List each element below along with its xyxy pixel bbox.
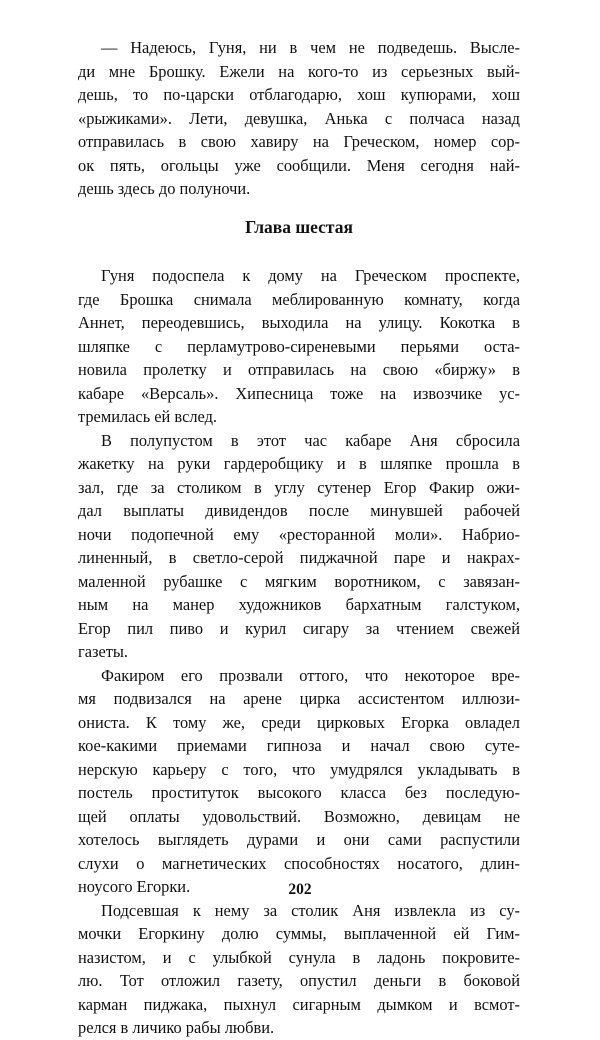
text-line: тремилась ей вслед. <box>78 407 218 426</box>
text-line: мочки Егоркину долю суммы, выплаченной ей Гим- <box>78 924 520 943</box>
text-line: мя подвизался на арене цирка ассистентом иллюзи- <box>78 689 520 708</box>
text-line: ноусого Егорки. <box>78 877 191 896</box>
text-line: постель проституток высокого класса без последую- <box>78 783 520 802</box>
text-line: шляпке с перламутрово-сиреневыми перьями оста- <box>78 336 520 356</box>
chapter-title: Глава шестая <box>245 217 353 237</box>
text-line: лю. Тот отложил газету, опустил деньги в боковой <box>78 971 520 990</box>
text-line: ди мне Брошку. Ежели на кого-то из серьезных вый- <box>78 61 520 81</box>
text-line: кабаре «Версаль». Хипесница тоже на извозчике ус- <box>78 383 520 403</box>
text-line: назистом, и с улыбкой сунула в ладонь покровите- <box>78 947 520 967</box>
text-line: жакетку на руки гардеробщику и в шляпке прошла в <box>78 454 520 473</box>
text-line: дал выплаты дивидендов после минувшей рабочей <box>78 501 520 520</box>
text-line: В полупустом в этот час кабаре Аня сбросила <box>101 430 520 450</box>
text-line: слухи о магнетических способностях носатого, длин- <box>78 853 520 873</box>
text-line: ночи подопечной ему «ресторанной моли». Набрио- <box>78 524 520 544</box>
text-line: щей оплаты удовольствий. Возможно, девицам не <box>78 806 520 826</box>
text-line: релся в личико рабы любви. <box>78 1018 275 1037</box>
chapter-body <box>78 264 520 1040</box>
text-line: ным на манер художников бархатным галстуком, <box>78 595 520 614</box>
text-line: Подсевшая к нему за столик Аня извлекла из су- <box>101 900 520 920</box>
text-line: Егор пил пиво и курил сигару за чтением свежей <box>78 618 520 638</box>
text-line: Гуня подоспела к дому на Греческом проспекте, <box>101 266 520 285</box>
text-line: газеты. <box>78 642 129 661</box>
text-line: «рыжиками». Лети, девушка, Анька с полчаса назад <box>78 108 520 128</box>
intro-paragraph <box>78 36 520 201</box>
text-line: новила пролетку и отправилась на свою «биржу» в <box>78 360 520 379</box>
text-line: дешь здесь до полуночи. <box>78 179 251 198</box>
text-line: отправилась в свою хавиру на Греческом, номер сор- <box>78 132 520 151</box>
text-line: маленной рубашке с мягким воротником, с завязан- <box>78 571 520 591</box>
text-line: хотелось выглядеть дурами и они сами распустили <box>78 830 520 849</box>
text-line: линенный, в светло-серой пиджачной паре и накрах- <box>78 548 520 567</box>
text-line: Аннет, переодевшись, выходила на улицу. Кокотка в <box>78 313 520 332</box>
text-line: карман пиджака, пыхнул сигарным дымком и всмот- <box>78 994 520 1014</box>
page-number: 202 <box>288 881 312 898</box>
text-line: Факиром его прозвали оттого, что некоторое вре- <box>101 665 520 685</box>
text-line: — Надеюсь, Гуня, ни в чем не подведешь. Высле- <box>101 38 520 57</box>
text-line: дешь, то по-царски отблагодарю, хош купюрами, хош <box>78 85 520 104</box>
text-line: зал, где за столиком в углу сутенер Егор Факир ожи- <box>78 477 520 497</box>
text-line: ок пять, огольцы уже сообщили. Меня сегодня най- <box>78 155 520 175</box>
text-line: где Брошка снимала меблированную комнату, когда <box>78 289 520 309</box>
text-line: кое-какими приемами гипноза и начал свою суте- <box>78 736 520 755</box>
text-line: нерскую карьеру с того, что умудрялся укладывать в <box>78 759 520 779</box>
text-line: ониста. К тому же, среди цирковых Егорка овладел <box>78 712 520 732</box>
